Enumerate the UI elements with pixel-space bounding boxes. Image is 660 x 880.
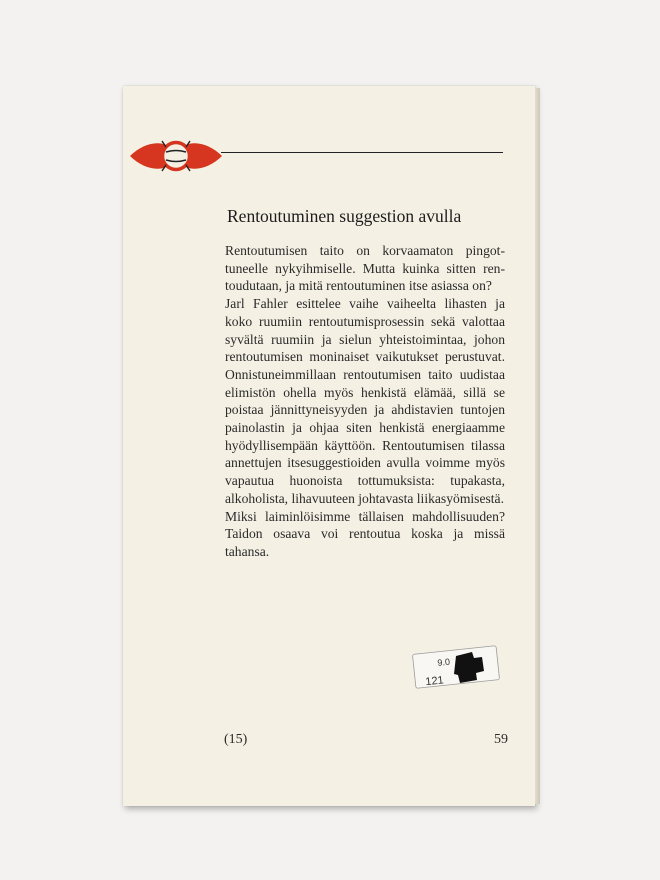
footer-series-number: (15): [224, 732, 248, 747]
publisher-emblem-icon: [128, 135, 224, 177]
book-back-cover: [123, 86, 535, 806]
blurb-paragraph: Jarl Fahler esittelee vaihe vaiheelta lihasten ja koko ruumiin rentoutumisprosessin sekä valottaa syvältä ruumiin ja sielun yhteistoimintaa, johon rentoutumisen moninaiset vaikutukset perustuvat. Onnistuneimmillaan rentoutumisen taito uudistaa elimistön ohella myös henkistä elämää, sillä se poistaa jännittyneisyyden ja ahdistavien tuntojen painolastin ja ohjaa siten henkistä energiaamme hyödyllisempään käyttöön. Rentoutumisen tilassa annettujen itsesuggestioiden avulla voimme myös vapautua huonoista tottumuksista: tupakasta, alkoholista, lihavuuteen johtavasta liikasyömisestä.: [225, 296, 505, 506]
price-sticker-line1: 9.0: [436, 656, 451, 668]
price-sticker-line2: 121: [424, 674, 445, 689]
footer-page-number: 59: [494, 732, 508, 747]
blurb-paragraph: Miksi laiminlöisimme tällaisen mahdollisuuden? Taidon osaava voi rentoutua koska ja missä tahansa.: [225, 508, 505, 559]
price-sticker: [410, 644, 502, 690]
book-title: Rentoutuminen suggestion avulla: [227, 206, 462, 226]
blurb-text: [225, 242, 505, 561]
header-rule: [221, 152, 503, 153]
blurb-paragraph: Rentoutumisen taito on korvaamaton pingottuneelle nykyihmiselle. Mutta kuinka sitten rentoudutaan, ja mitä rentoutuminen itse asiassa on?: [225, 243, 505, 294]
